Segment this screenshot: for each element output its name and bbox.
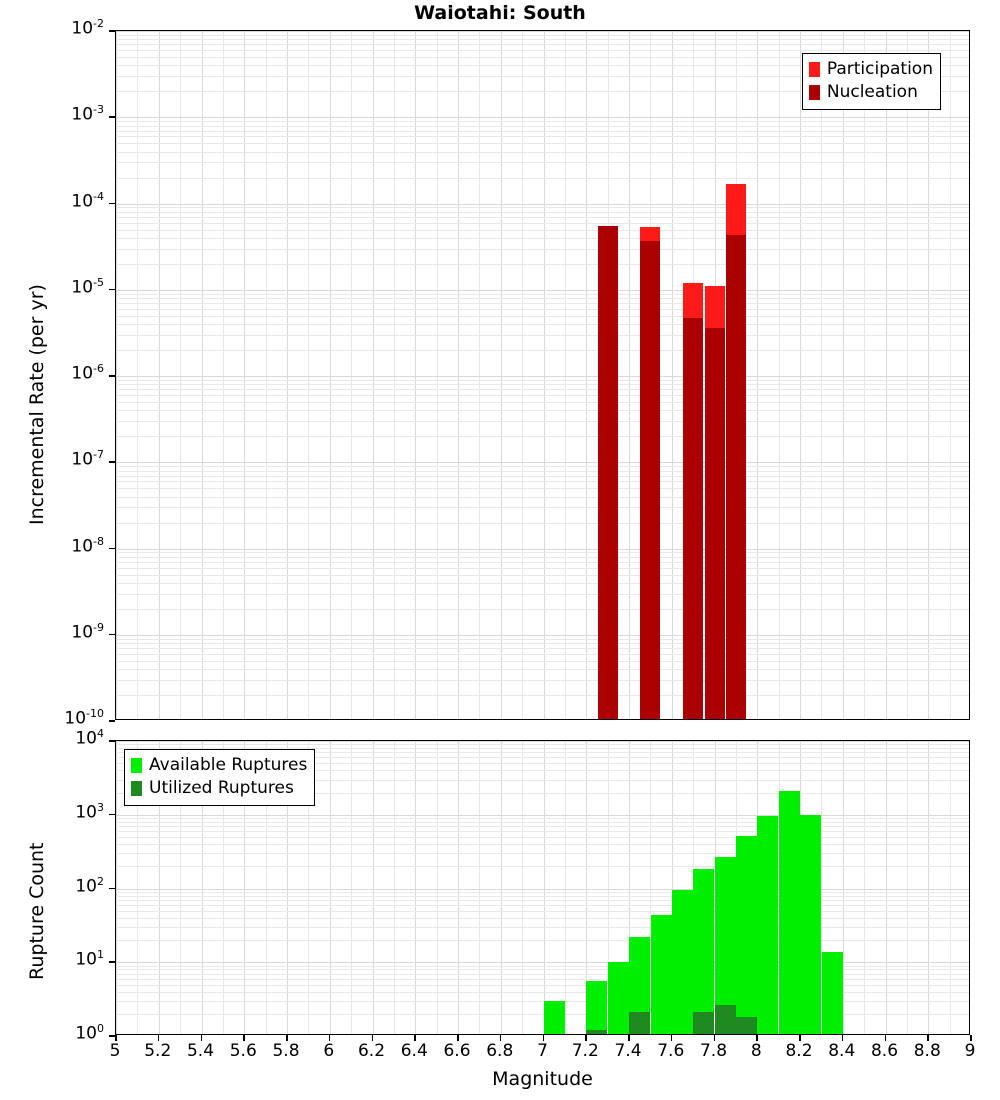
bar-utilized-ruptures-1 bbox=[586, 1030, 607, 1035]
legend-item-utilized-ruptures bbox=[131, 777, 307, 800]
legend-swatch-utilized bbox=[131, 781, 142, 796]
bar-available-ruptures-1 bbox=[586, 981, 607, 1035]
incremental-rate-chart bbox=[115, 30, 970, 720]
bar-nucleation-3 bbox=[705, 328, 725, 720]
top-ytick--4: $10^{-4}$ bbox=[71, 189, 104, 212]
bar-available-ruptures-0 bbox=[544, 1001, 565, 1035]
xtick-8-6: 8.6 bbox=[870, 1041, 899, 1061]
xtick-6-8: 6.8 bbox=[486, 1041, 514, 1061]
bottom-ytick-1: $10^1$ bbox=[75, 948, 104, 970]
xtickmark-9 bbox=[500, 1035, 502, 1041]
bottom-ytickmark-3 bbox=[109, 814, 115, 816]
xtickmark-11 bbox=[585, 1035, 587, 1041]
xtickmark-3 bbox=[243, 1035, 245, 1041]
xtick-8-4: 8.4 bbox=[828, 1041, 856, 1061]
y-axis-label-top: Incremental Rate (per yr) bbox=[26, 284, 48, 525]
legend-label-available: Available Ruptures bbox=[149, 755, 308, 775]
bar-available-ruptures-11 bbox=[800, 815, 821, 1035]
xtick-9: 9 bbox=[964, 1041, 976, 1061]
bar-available-ruptures-2 bbox=[608, 962, 629, 1035]
bar-nucleation-4 bbox=[726, 235, 746, 720]
bar-nucleation-1 bbox=[640, 241, 660, 720]
xtick-5-2: 5.2 bbox=[144, 1041, 172, 1061]
xtick-7-6: 7.6 bbox=[657, 1041, 685, 1061]
top-ytickmark--8 bbox=[109, 548, 115, 550]
x-axis-label: Magnitude bbox=[492, 1068, 593, 1090]
bar-available-ruptures-4 bbox=[651, 915, 672, 1035]
bottom-chart-legend bbox=[124, 749, 315, 806]
legend-label-utilized: Utilized Ruptures bbox=[149, 777, 294, 798]
legend-swatch-participation bbox=[809, 62, 820, 77]
xtick-6: 6 bbox=[323, 1041, 335, 1061]
bottom-ytickmark-2 bbox=[109, 888, 115, 890]
xtick-6-2: 6.2 bbox=[357, 1041, 386, 1061]
xtickmark-6 bbox=[372, 1035, 374, 1041]
bar-available-ruptures-12 bbox=[822, 952, 843, 1036]
rupture-count-chart bbox=[115, 740, 970, 1035]
legend-item-nucleation bbox=[809, 81, 933, 104]
xtickmark-15 bbox=[756, 1035, 758, 1041]
bar-available-ruptures-10 bbox=[779, 791, 800, 1035]
xtickmark-16 bbox=[799, 1035, 801, 1041]
top-ytick--8: $10^{-8}$ bbox=[71, 534, 104, 557]
top-ytickmark--4 bbox=[109, 203, 115, 205]
top-chart-legend bbox=[802, 53, 941, 110]
xtickmark-4 bbox=[286, 1035, 288, 1041]
xtickmark-0 bbox=[115, 1035, 117, 1041]
bar-nucleation-0 bbox=[598, 226, 618, 720]
xtick-6-6: 6.6 bbox=[443, 1041, 471, 1061]
xtick-5: 5 bbox=[109, 1041, 121, 1061]
xtick-6-4: 6.4 bbox=[400, 1041, 428, 1061]
top-ytick--5: $10^{-5}$ bbox=[71, 275, 104, 298]
xtick-5-4: 5.4 bbox=[186, 1041, 215, 1061]
top-ytickmark--3 bbox=[109, 116, 115, 118]
top-ytickmark--9 bbox=[109, 634, 115, 636]
bar-utilized-ruptures-7 bbox=[715, 1005, 736, 1035]
top-ytick--3: $10^{-3}$ bbox=[71, 103, 104, 125]
xtickmark-17 bbox=[842, 1035, 844, 1041]
bar-available-ruptures-5 bbox=[672, 890, 693, 1036]
top-ytickmark--6 bbox=[109, 375, 115, 377]
bar-available-ruptures-9 bbox=[757, 816, 778, 1035]
xtickmark-14 bbox=[714, 1035, 716, 1041]
top-ytick--7: $10^{-7}$ bbox=[71, 448, 104, 470]
bar-nucleation-2 bbox=[683, 318, 703, 720]
xtickmark-13 bbox=[671, 1035, 673, 1041]
legend-item-participation bbox=[809, 58, 933, 81]
xtick-7-8: 7.8 bbox=[699, 1041, 728, 1061]
legend-item-available-ruptures bbox=[131, 754, 307, 777]
xtickmark-12 bbox=[628, 1035, 630, 1041]
xtick-7-4: 7.4 bbox=[614, 1041, 642, 1061]
xtickmark-18 bbox=[885, 1035, 887, 1041]
y-axis-label-bottom: Rupture Count bbox=[26, 842, 48, 980]
page-title: Waiotahi: South bbox=[414, 2, 586, 24]
top-ytickmark--7 bbox=[109, 461, 115, 463]
xtick-8-8: 8.8 bbox=[913, 1041, 941, 1061]
xtick-8: 8 bbox=[750, 1041, 762, 1061]
xtickmark-19 bbox=[927, 1035, 929, 1041]
xtick-5-8: 5.8 bbox=[272, 1041, 300, 1061]
xtickmark-10 bbox=[543, 1035, 545, 1041]
legend-label-nucleation: Nucleation bbox=[826, 81, 918, 102]
bottom-ytickmark-4 bbox=[109, 740, 115, 742]
legend-label-participation: Participation bbox=[826, 59, 933, 79]
bar-utilized-ruptures-6 bbox=[693, 1012, 714, 1035]
bottom-ytick-4: $10^4$ bbox=[75, 727, 104, 749]
bottom-ytick-0: $10^0$ bbox=[75, 1022, 104, 1044]
bar-available-ruptures-6 bbox=[693, 869, 714, 1035]
xtick-8-2: 8.2 bbox=[785, 1041, 813, 1061]
bar-utilized-ruptures-8 bbox=[736, 1017, 757, 1035]
xtick-5-6: 5.6 bbox=[229, 1041, 257, 1061]
xtick-7: 7 bbox=[537, 1041, 548, 1061]
top-ytick--10: $10^{-10}$ bbox=[64, 707, 104, 729]
legend-swatch-nucleation bbox=[809, 85, 820, 100]
top-ytickmark--2 bbox=[109, 30, 115, 32]
top-ytickmark--10 bbox=[109, 720, 115, 722]
xtickmark-2 bbox=[201, 1035, 203, 1041]
bottom-ytick-3: $10^3$ bbox=[75, 800, 104, 823]
top-ytick--2: $10^{-2}$ bbox=[71, 17, 104, 39]
bottom-ytick-2: $10^2$ bbox=[75, 874, 104, 897]
xtickmark-5 bbox=[329, 1035, 331, 1041]
legend-swatch-available bbox=[131, 758, 142, 773]
top-ytick--6: $10^{-6}$ bbox=[71, 362, 104, 384]
xtickmark-1 bbox=[158, 1035, 160, 1041]
top-ytick--9: $10^{-9}$ bbox=[71, 620, 104, 643]
bottom-ytickmark-1 bbox=[109, 961, 115, 963]
bar-utilized-ruptures-3 bbox=[629, 1012, 650, 1035]
bar-available-ruptures-8 bbox=[736, 836, 757, 1035]
xtickmark-7 bbox=[414, 1035, 416, 1041]
xtickmark-8 bbox=[457, 1035, 459, 1041]
xtickmark-20 bbox=[970, 1035, 972, 1041]
top-ytickmark--5 bbox=[109, 289, 115, 291]
xtick-7-2: 7.2 bbox=[571, 1041, 599, 1061]
